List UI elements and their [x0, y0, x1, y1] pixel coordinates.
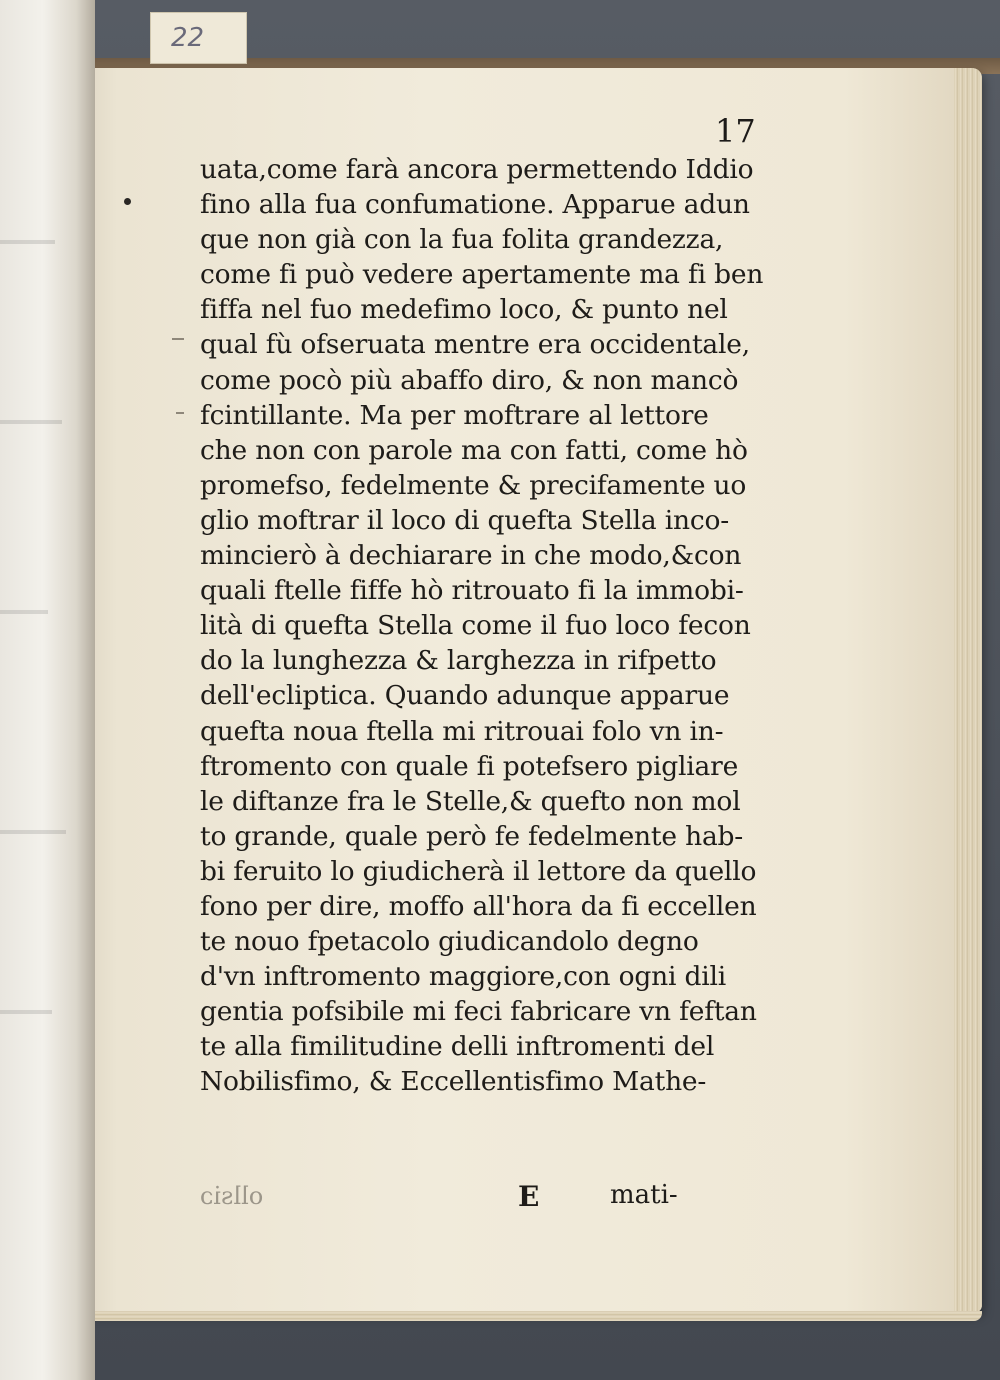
text-line: quefta noua ftella mi ritrouai folo vn in- — [200, 715, 724, 747]
page-number: 17 — [715, 112, 756, 150]
text-line: che non con parole ma con fatti, come hò — [200, 434, 748, 466]
signature-mark: E — [518, 1180, 540, 1213]
page-bottom-edge — [62, 1311, 982, 1321]
left-facing-page — [0, 0, 95, 1380]
text-line: fiffa nel fuo medefimo loco, & punto nel — [200, 294, 728, 326]
text-line: fcintillante. Ma per moftrare al lettore — [200, 399, 709, 431]
catchword: mati- — [610, 1180, 678, 1210]
text-line: dell'ecliptica. Quando adunque apparue — [200, 680, 730, 712]
bleed-mark — [0, 610, 48, 614]
text-line: mincierò à dechiarare in che modo,&con — [200, 540, 742, 572]
text-line: quali ftelle fiffe hò ritrouato fi la immobi- — [200, 575, 744, 607]
text-line: fono per dire, moffo all'hora da fi eccellen — [200, 890, 757, 922]
text-line: que non già con la fua folita grandezza, — [200, 224, 724, 256]
text-line: glio moftrar il loco di quefta Stella inco- — [200, 504, 730, 536]
text-line: ftromento con quale fi potefsero pigliare — [200, 750, 739, 782]
text-line: come fi può vedere apertamente ma fi ben — [200, 259, 764, 291]
text-line: promefso, fedelmente & precifamente uo — [200, 469, 747, 501]
text-line: te alla fimilitudine delli inftromenti del — [200, 1031, 715, 1063]
folio-note-card — [150, 12, 247, 64]
page-fore-edge — [954, 68, 982, 1313]
text-line: lità di quefta Stella come il fuo loco fecon — [200, 610, 751, 642]
text-line: d'vn inftromento maggiore,con ogni dili — [200, 961, 727, 993]
text-line: Nobilisfimo, & Eccellentisfimo Mathe- — [200, 1066, 707, 1098]
text-line: te nouo fpetacolo giudicandolo degno — [200, 926, 699, 958]
text-line: uata,come farà ancora permettendo Iddio — [200, 154, 754, 185]
margin-mark — [176, 412, 184, 414]
page-footer — [200, 1180, 680, 1216]
text-line: come pocò più abaffo diro, & non mancò — [200, 364, 739, 396]
text-line: do la lunghezza & larghezza in rifpetto — [200, 645, 717, 677]
text-line: fino alla fua confumatione. Apparue adun — [200, 189, 750, 221]
margin-ink-dot — [124, 198, 131, 205]
bleed-mark — [0, 420, 62, 424]
margin-mark — [172, 338, 184, 340]
bleed-mark — [0, 1010, 52, 1014]
bleed-mark — [0, 830, 66, 834]
text-line: gentia pofsibile mi feci fabricare vn feftan — [200, 996, 757, 1028]
folio-note: 22 — [171, 23, 205, 53]
body-text — [200, 152, 780, 1100]
bleed-mark — [0, 240, 55, 244]
text-line: le diftanze fra le Stelle,& quefto non mol — [200, 785, 741, 817]
show-through-text: ollsiɔ — [200, 1182, 264, 1210]
text-line: bi feruito lo giudicherà il lettore da quello — [200, 855, 757, 887]
text-line: qual fù ofseruata mentre era occidentale, — [200, 329, 751, 361]
text-line: to grande, quale però fe fedelmente hab- — [200, 820, 744, 852]
